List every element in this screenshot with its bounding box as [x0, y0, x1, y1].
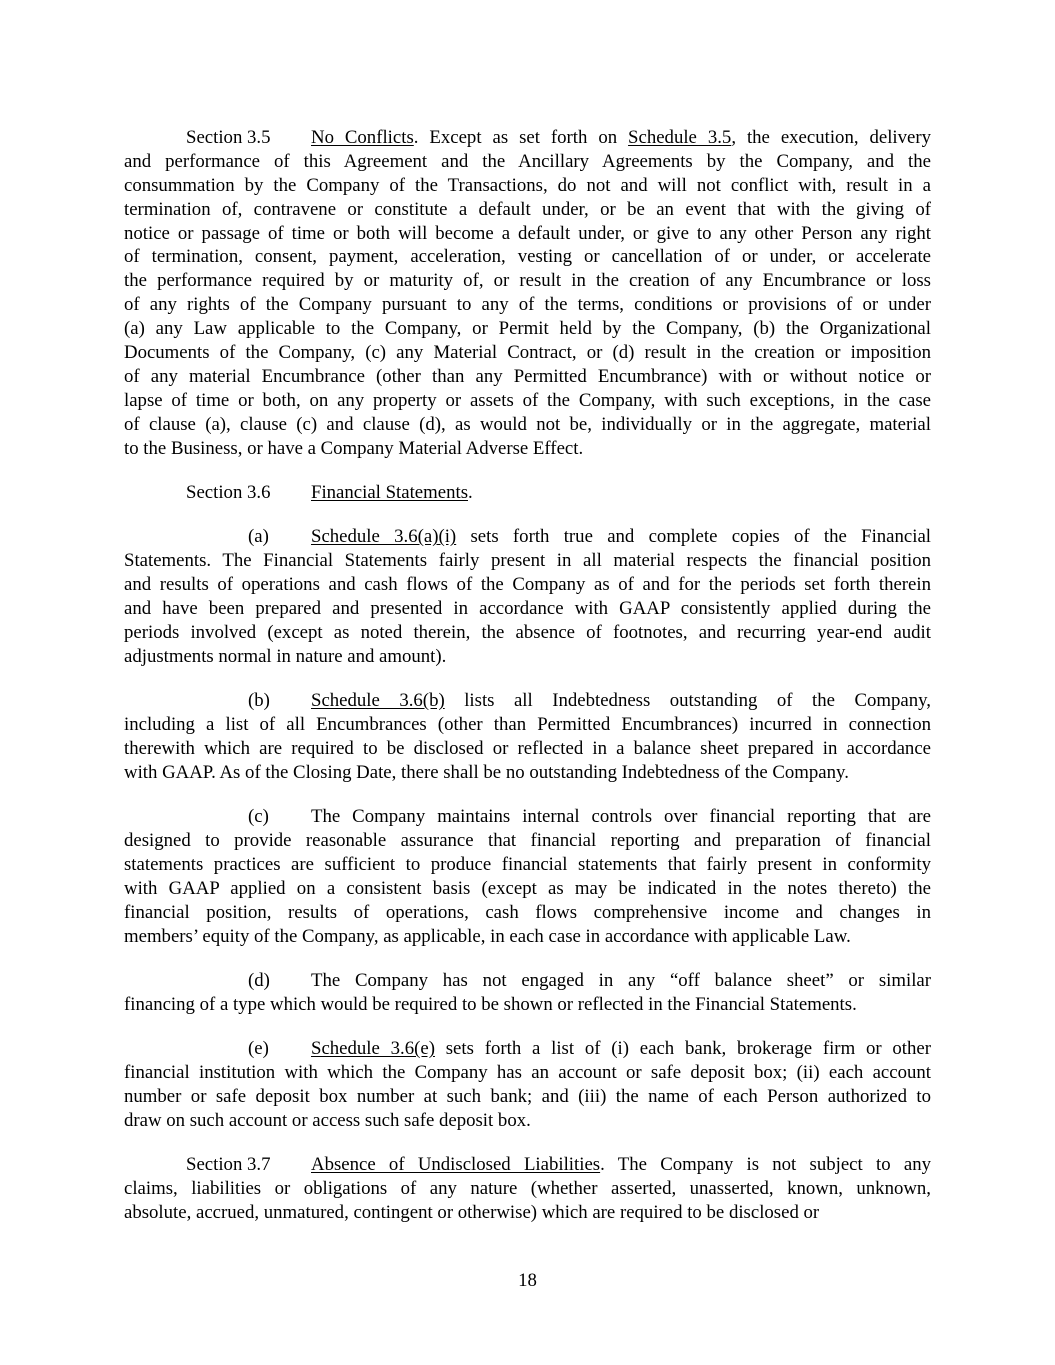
- text-segment: sets forth a list of (i) each bank, brokerage firm or other: [434, 1038, 931, 1060]
- text-line: [124, 150, 931, 174]
- text-line: [124, 877, 931, 901]
- paragraph-label: Section 3.5: [186, 127, 271, 148]
- text-line: [124, 525, 931, 549]
- text-segment: sets forth true and complete copies of the Financial: [456, 526, 932, 548]
- text-segment: designed to provide reasonable assurance that financial reporting and preparation of financial: [124, 830, 931, 852]
- text-line: [124, 829, 931, 853]
- text-line: [124, 597, 931, 621]
- text-line: [124, 549, 931, 573]
- paragraph-label: (d): [248, 970, 270, 992]
- text-segment: absolute, accrued, unmatured, contingent or otherwise) which are required to be disclosed or: [124, 1202, 820, 1224]
- text-line: [124, 198, 931, 222]
- text-segment: periods involved (except as noted therein, the absence of footnotes, and recurring year-end audit: [124, 621, 931, 643]
- text-line: [124, 1153, 931, 1177]
- paragraph: [124, 525, 931, 668]
- paragraph-label: (e): [248, 1038, 269, 1060]
- text-line: [124, 901, 931, 925]
- text-segment: Statements. The Financial Statements fairly present in all material respects the financial position: [124, 550, 931, 572]
- text-segment: Documents of the Company, (c) any Material Contract, or (d) result in the creation or imposition: [124, 342, 931, 364]
- text-segment: . The Company is not subject to any: [600, 1154, 931, 1176]
- text-line: [124, 1177, 931, 1201]
- paragraph: [124, 969, 931, 1017]
- text-line: [124, 481, 931, 505]
- paragraph: [124, 481, 931, 505]
- text-line: [124, 1109, 931, 1133]
- text-segment: consummation by the Company of the Transactions, do not and will not conflict with, result in a: [124, 174, 931, 196]
- text-segment: claims, liabilities or obligations of any nature (whether asserted, unasserted, known, unknown,: [124, 1178, 931, 1200]
- text-segment: with GAAP applied on a consistent basis (except as may be indicated in the notes thereto) the: [124, 877, 931, 899]
- text-line: [124, 317, 931, 341]
- text-segment: and performance of this Agreement and the Ancillary Agreements by the Company, and the: [124, 150, 931, 172]
- text-segment: with GAAP. As of the Closing Date, there shall be no outstanding Indebtedness of the Company.: [124, 761, 849, 783]
- text-segment: the performance required by or maturity of, or result in the creation of any Encumbrance or loss: [124, 270, 931, 292]
- text-line: [124, 341, 931, 365]
- text-segment: lapse of time or both, on any property or assets of the Company, with such exceptions, in the case: [124, 389, 931, 411]
- text-line: [124, 1061, 931, 1085]
- text-segment: statements practices are sufficient to produce financial statements that fairly present in conformity: [124, 854, 931, 876]
- text-line: [124, 969, 931, 993]
- text-line: [124, 573, 931, 597]
- text-segment: .: [468, 481, 473, 503]
- underlined-reference: Schedule 3.6(a)(i): [311, 526, 457, 548]
- paragraph-label: Section 3.6: [186, 481, 271, 503]
- text-segment: adjustments normal in nature and amount).: [124, 645, 447, 667]
- text-segment: The Company has not engaged in any “off balance sheet” or similar: [311, 970, 931, 992]
- page-number: 18: [518, 1270, 537, 1291]
- underlined-reference: Absence of Undisclosed Liabilities: [311, 1154, 601, 1176]
- document-body: [124, 126, 931, 1246]
- text-line: [124, 713, 931, 737]
- underlined-reference: Schedule 3.5: [628, 127, 732, 148]
- text-line: [124, 1037, 931, 1061]
- text-segment: and results of operations and cash flows of the Company as of and for the periods set forth therein: [124, 574, 931, 596]
- text-segment: financial position, results of operations, cash flows comprehensive income and changes in: [124, 901, 931, 923]
- paragraph-label: (c): [248, 806, 269, 828]
- text-line: [124, 1085, 931, 1109]
- text-line: [124, 389, 931, 413]
- text-line: [124, 245, 931, 269]
- paragraph-label: (a): [248, 526, 269, 548]
- text-segment: of termination, consent, payment, acceleration, vesting or cancellation of or under, or accelerate: [124, 246, 931, 268]
- text-segment: financing of a type which would be required to be shown or reflected in the Financial Statements.: [124, 994, 857, 1015]
- text-line: [124, 437, 931, 461]
- text-line: [124, 126, 931, 150]
- underlined-reference: Schedule 3.6(e): [311, 1038, 435, 1060]
- text-segment: financial institution with which the Company has an account or safe deposit box; (ii) each account: [124, 1062, 931, 1084]
- text-line: [124, 222, 931, 246]
- text-segment: , the execution, delivery: [731, 127, 932, 148]
- text-line: [124, 621, 931, 645]
- text-line: [124, 413, 931, 437]
- text-segment: including a list of all Encumbrances (other than Permitted Encumbrances) incurred in connection: [124, 714, 931, 736]
- underlined-reference: No Conflicts: [311, 127, 414, 148]
- text-line: [124, 365, 931, 389]
- text-line: [124, 925, 931, 949]
- text-line: [124, 1201, 931, 1225]
- text-line: [124, 293, 931, 317]
- text-segment: The Company maintains internal controls over financial reporting that are: [311, 806, 931, 828]
- text-segment: of clause (a), clause (c) and clause (d), as would not be, individually or in the aggregate, material: [124, 413, 931, 435]
- text-segment: of any material Encumbrance (other than any Permitted Encumbrance) with or without notice or: [124, 365, 931, 387]
- text-segment: lists all Indebtedness outstanding of the Company,: [444, 690, 931, 712]
- text-line: [124, 761, 931, 785]
- text-line: [124, 993, 931, 1017]
- paragraph-label: (b): [248, 690, 270, 712]
- underlined-reference: Financial Statements: [311, 481, 468, 503]
- paragraph: [124, 805, 931, 948]
- text-segment: (a) any Law applicable to the Company, or Permit held by the Company, (b) the Organizational: [124, 318, 931, 340]
- text-line: [124, 689, 931, 713]
- paragraph-label: Section 3.7: [186, 1154, 271, 1176]
- text-line: [124, 645, 931, 669]
- underlined-reference: Schedule 3.6(b): [311, 690, 445, 712]
- text-segment: to the Business, or have a Company Material Adverse Effect.: [124, 437, 584, 459]
- text-line: [124, 174, 931, 198]
- text-line: [124, 805, 931, 829]
- text-segment: therewith which are required to be disclosed or reflected in a balance sheet prepared in accordance: [124, 737, 931, 759]
- text-segment: draw on such account or access such safe deposit box.: [124, 1110, 531, 1132]
- text-segment: and have been prepared and presented in accordance with GAAP consistently applied during the: [124, 598, 931, 620]
- text-segment: members’ equity of the Company, as applicable, in each case in accordance with applicable Law.: [124, 925, 851, 947]
- text-segment: . Except as set forth on: [413, 127, 629, 148]
- text-segment: number or safe deposit box number at such bank; and (iii) the name of each Person authorized to: [124, 1086, 931, 1108]
- text-segment: termination of, contravene or constitute a default under, or be an event that with the giving of: [124, 198, 931, 220]
- paragraph: [124, 126, 931, 460]
- text-segment: notice or passage of time or both will become a default under, or give to any other Person any right: [124, 222, 931, 244]
- text-line: [124, 737, 931, 761]
- text-line: [124, 853, 931, 877]
- paragraph: [124, 1037, 931, 1133]
- paragraph: [124, 1153, 931, 1225]
- text-line: [124, 269, 931, 293]
- text-segment: of any rights of the Company pursuant to any of the terms, conditions or provisions of or under: [124, 294, 931, 316]
- paragraph: [124, 689, 931, 785]
